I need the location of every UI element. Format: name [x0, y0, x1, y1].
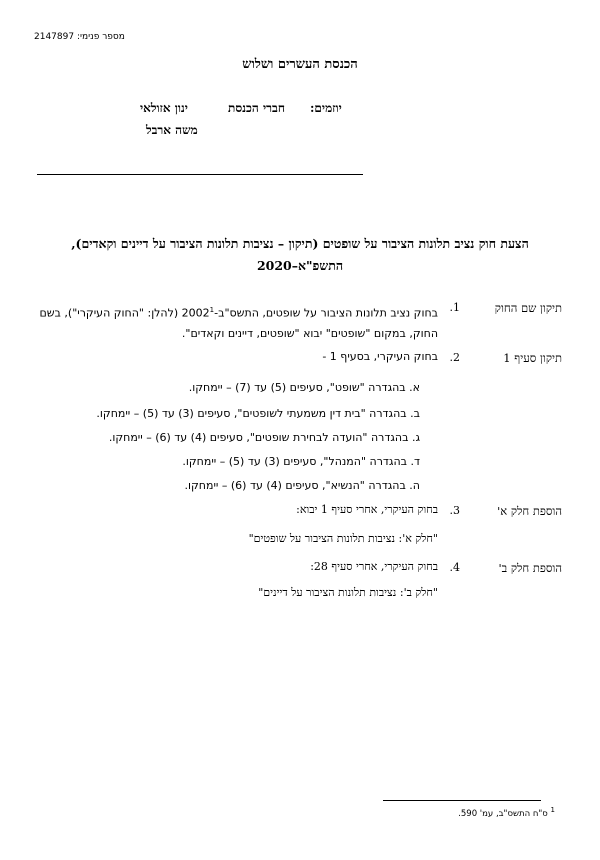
section-3-quote: "חלק א': נציבות תלונות הציבור על שופטים": [248, 532, 438, 545]
internal-number: [34, 32, 125, 42]
initiators-group: חברי הכנסת: [228, 101, 285, 115]
footnote-ref: 1: [209, 306, 215, 314]
bill-title-line-1: הצעת חוק נציב תלונות הציבור על שופטים (תיקון – נציבות תלונות הציבור על דיינים וקאדים),: [71, 236, 529, 251]
knesset-title: הכנסת העשרים ושלוש: [242, 57, 358, 72]
section-4-number: .4: [449, 561, 460, 574]
section-1-heading: תיקון שם החוק: [494, 301, 562, 315]
sub-item-a: א. בהגדרה "שופט", סעיפים (5) עד (7) – יימחקו.: [188, 381, 420, 394]
separator-line: [37, 174, 363, 175]
section-1-line-1: בחוק נציב תלונות הציבור על שופטים, התשס"ב-2002$^1$ (להלן: "החוק העיקרי"), בשם: [39, 306, 438, 320]
section-2-heading: תיקון סעיף 1: [503, 351, 562, 365]
initiator-name: ינון אזולאי: [140, 101, 188, 115]
footnote-separator: [383, 800, 541, 801]
section-3-heading: הוספת חלק א': [497, 504, 562, 518]
section-3-text: בחוק העיקרי, אחרי סעיף 1 יבוא:: [296, 503, 438, 516]
section-2-text: בחוק העיקרי, בסעיף 1 -: [322, 350, 438, 363]
footnote-marker: 1: [550, 806, 555, 814]
initiators-label: יוזמים:: [310, 101, 342, 115]
sub-item-d: ד. בהגדרה "המנהל", סעיפים (3) עד (5) – יימחקו.: [182, 455, 420, 468]
sub-item-b: ב. בהגדרה "בית דין משמעתי לשופטים", סעיפים (3) עד (5) – יימחקו.: [96, 407, 420, 420]
section-4-text: בחוק העיקרי, אחרי סעיף 28:: [310, 560, 438, 573]
bill-title: [40, 233, 560, 277]
internal-number-label: מספר פנימי:: [76, 32, 125, 42]
sub-item-c: ג. בהגדרה "הועדה לבחירת שופטים", סעיפים (4) עד (6) – יימחקו.: [108, 431, 420, 444]
sub-item-e: ה. בהגדרה "הנשיא", סעיפים (4) עד (6) – יימחקו.: [184, 479, 420, 492]
section-4-quote: "חלק ב': נציבות תלונות הציבור על דיינים": [258, 586, 438, 599]
section-2-number: .2: [449, 351, 460, 364]
section-1-number: .1: [449, 301, 460, 314]
initiator-name: משה ארבל: [146, 123, 198, 137]
internal-number-value: 2147897: [34, 32, 75, 42]
footnote: [400, 806, 555, 819]
section-1-body: [28, 300, 438, 344]
footnote-text: ס"ח התשס"ב, עמ' 590.: [458, 808, 548, 819]
section-3-number: .3: [449, 504, 460, 517]
bill-title-line-2: התשפ"א–2020: [256, 258, 344, 273]
section-1-line-2: החוק, במקום "שופטים" יבוא "שופטים, דיינים וקאדים".: [181, 326, 438, 340]
section-4-heading: הוספת חלק ב': [498, 561, 562, 575]
